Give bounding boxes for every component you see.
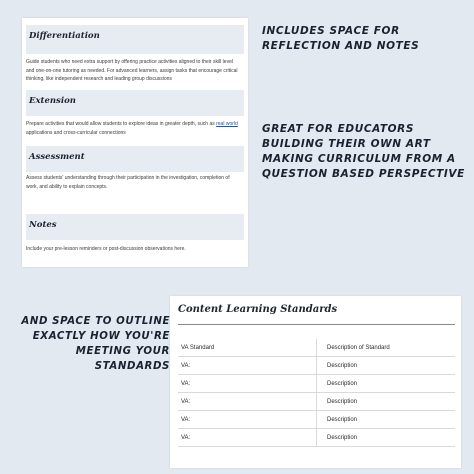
extension-text [26,120,242,137]
text-segment: Include your pre-lesson reminders or post-discussion observations here. [26,246,186,252]
description-cell: Description [317,429,456,447]
table-row [178,357,455,375]
standard-cell: VA: [178,429,317,447]
notes-text [26,245,242,254]
standard-cell: VA: [178,357,317,375]
differentiation-text [26,58,242,84]
text-segment: Assess students' understanding through their participation in the investigation, completion of work, and ability to explain concepts. [26,175,230,190]
description-cell: Description [317,375,456,393]
standard-cell: VA: [178,393,317,411]
description-cell: Description [317,393,456,411]
standards-annotation: AND SPACE TO OUTLINE EXACTLY HOW YOU'RE MEETING YOUR STANDARDS [21,316,170,372]
differentiation-header [26,25,244,54]
description-cell: Description [317,357,456,375]
table-row [178,375,455,393]
standard-cell: VA: [178,411,317,429]
table-header-row [178,339,455,357]
standard-cell: VA Standard [178,339,317,357]
inline-link[interactable]: real world [216,121,238,127]
notes-header [26,214,244,240]
assessment-header [26,146,244,172]
table-row [178,411,455,429]
assessment-text [26,174,242,191]
standards-title: Content Learning Standards [178,304,338,315]
standards-table [178,339,455,447]
description-cell: Description of Standard [317,339,456,357]
text-segment: Guide students who need extra support by offering practice activities aligned to their skill level and one-on-one tutoring as needed. For advanced learners, assign tasks that encourage critical thinking, like independent research and leading group discussions [26,59,238,83]
lesson-plan-card [22,18,248,267]
notes-heading: Notes [29,220,57,230]
standards-card [170,296,461,468]
table-row [178,429,455,447]
text-segment: applications and cross-curricular connections [26,129,126,136]
extension-header [26,90,244,116]
text-segment: Prepare activities that would allow students to explore ideas in greater depth, such as [26,121,217,127]
description-cell: Description [317,411,456,429]
standard-cell: VA: [178,375,317,393]
educators-annotation: GREAT FOR EDUCATORS BUILDING THEIR OWN ART MAKING CURRICULUM FROM A QUESTION BASED PERSPECTIVE [262,123,465,180]
title-divider [178,324,455,325]
table-row [178,393,455,411]
reflection-annotation: INCLUDES SPACE FOR REFLECTION AND NOTES [262,25,420,52]
assessment-heading: Assessment [29,152,85,162]
differentiation-heading: Differentiation [29,31,100,41]
extension-heading: Extension [29,96,76,106]
